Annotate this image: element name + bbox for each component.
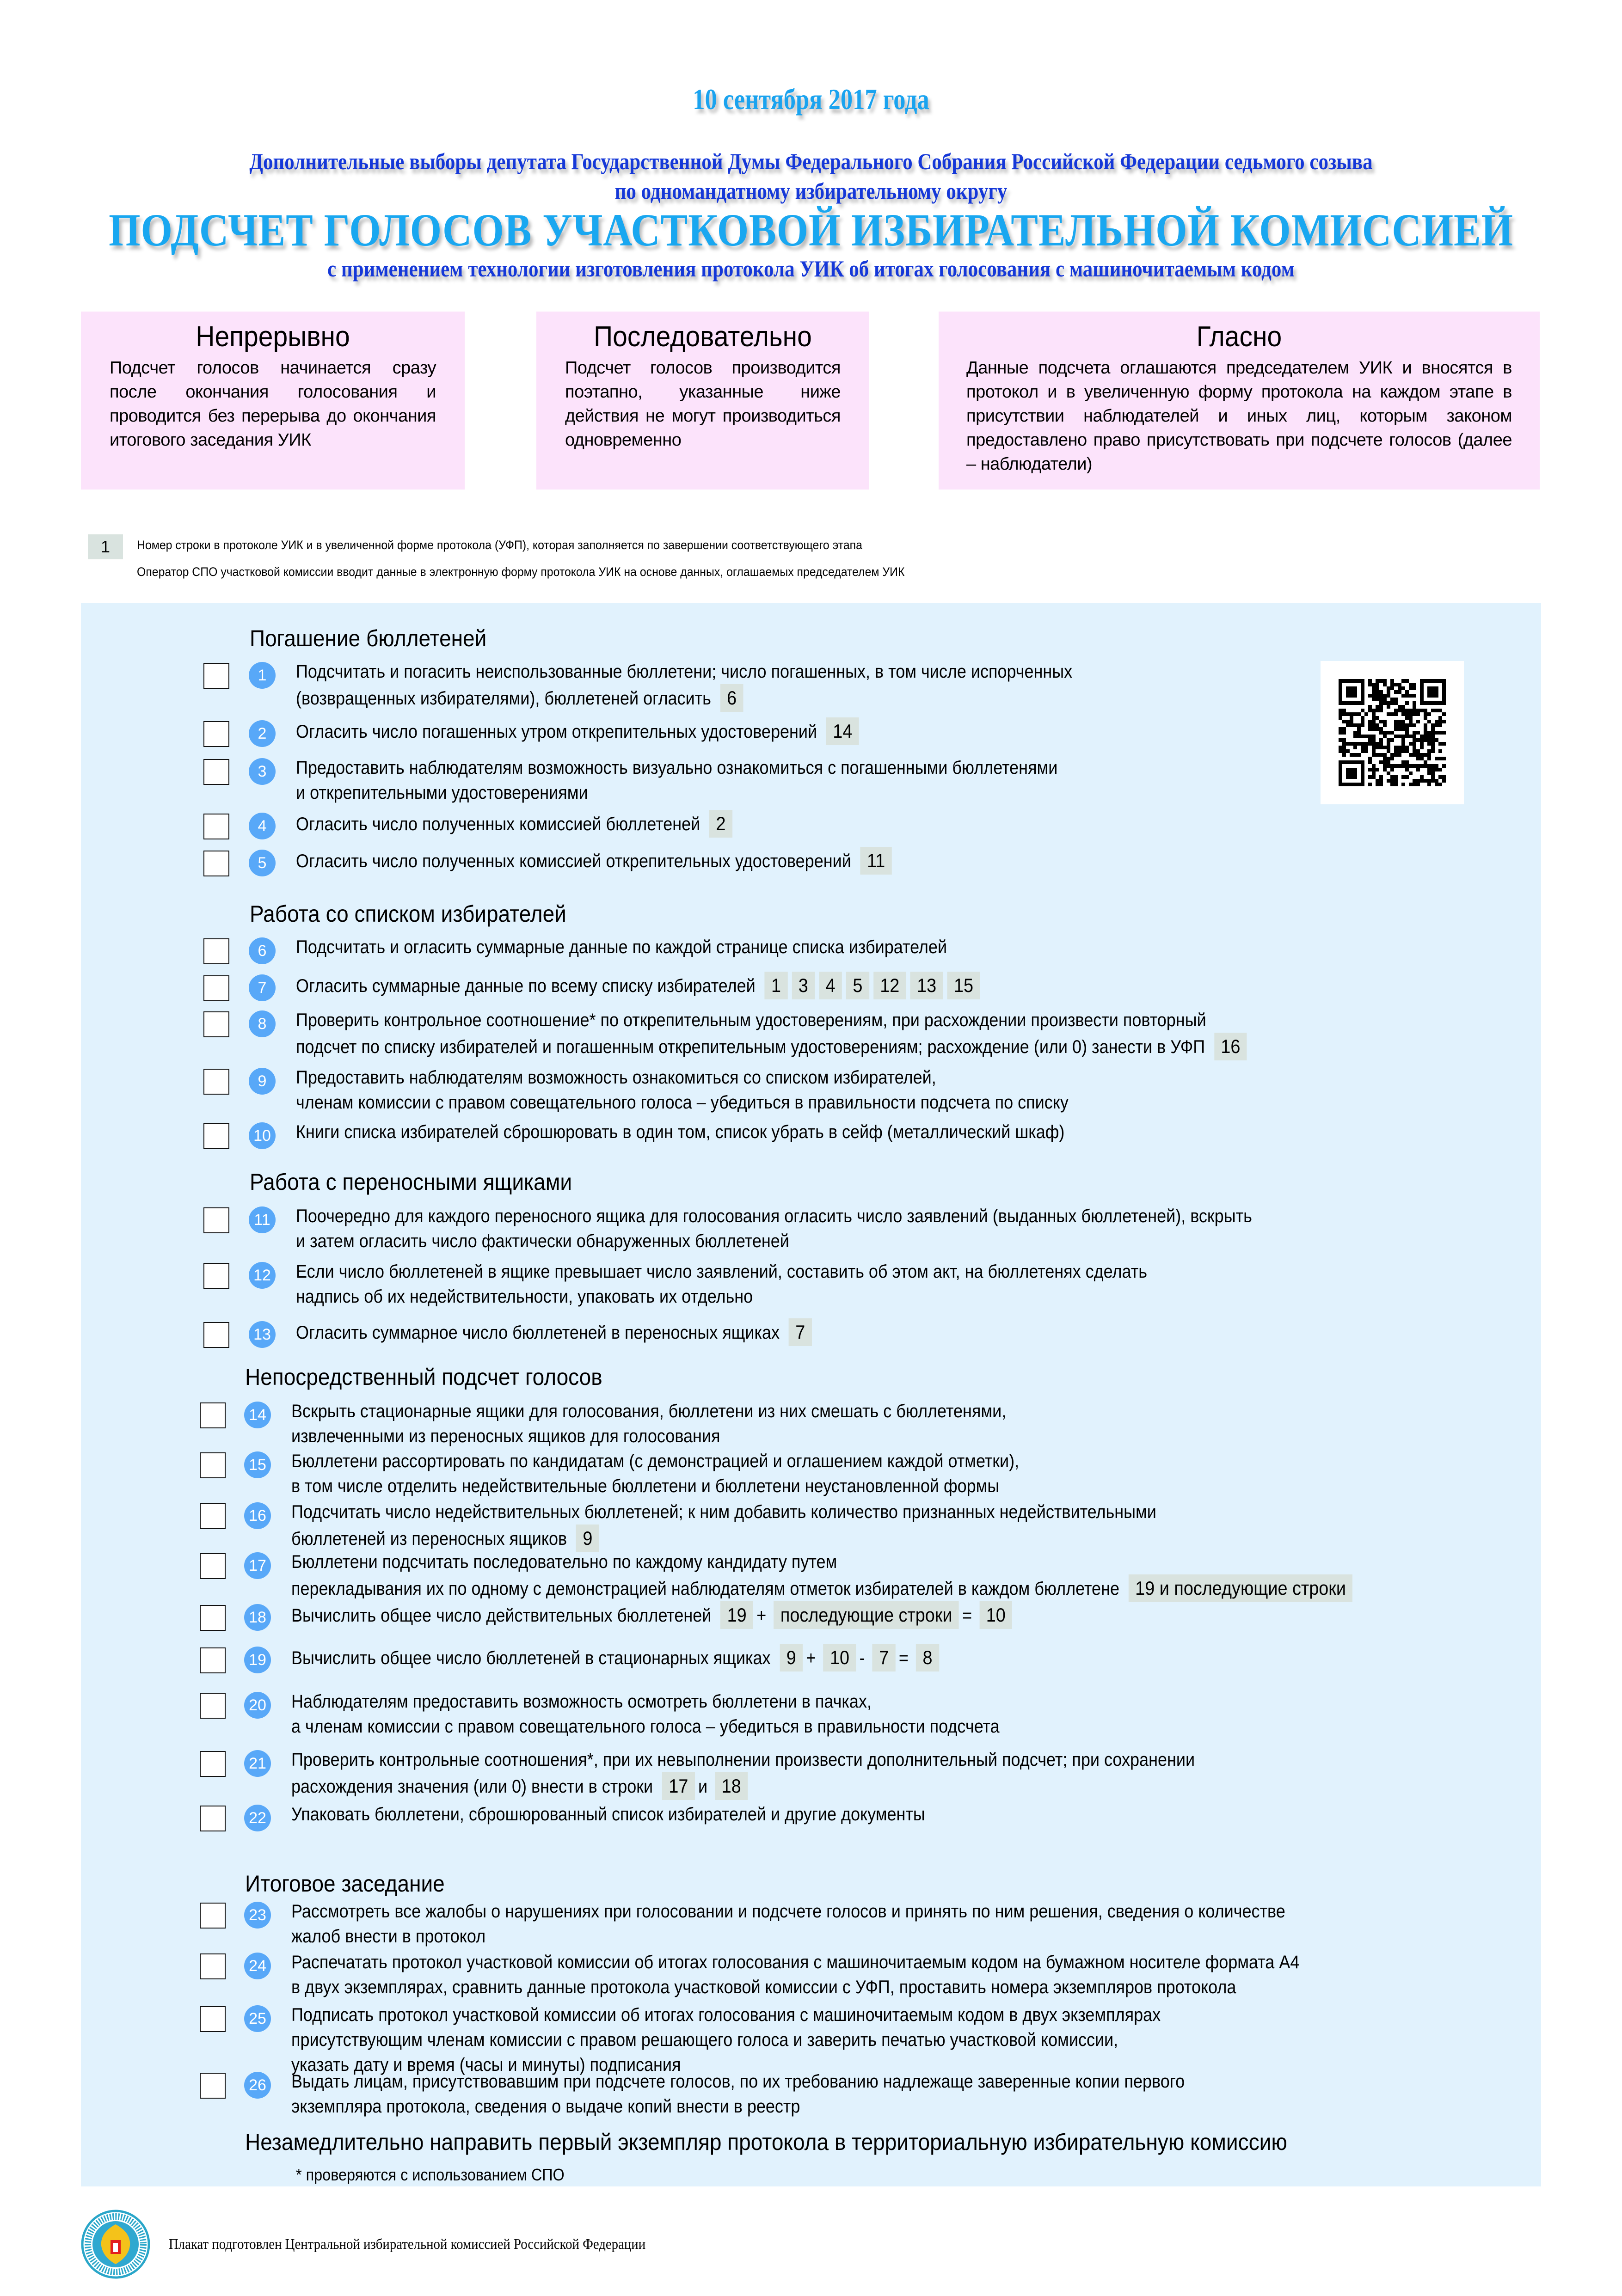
step-checkbox[interactable] (203, 851, 229, 876)
step-checkbox[interactable] (200, 1605, 226, 1631)
step-text-content: Огласить суммарное число бюллетеней в переносных ящиках (296, 1322, 780, 1343)
step-text (291, 2002, 1161, 2077)
counting-steps-panel (81, 603, 1541, 2186)
step-number-badge: 22 (244, 1805, 271, 1831)
protocol-line-value: 3 (792, 972, 815, 999)
step-text (296, 972, 980, 999)
step-text-content: в двух экземплярах, сравнить данные протокола участковой комиссии с УФП, проставить номера экземпляров протокола (291, 1977, 1236, 1997)
step-text-content: Огласить число полученных комиссией открепительных удостоверений (296, 851, 851, 871)
step-text-line (291, 1714, 1000, 1739)
step-text (296, 935, 947, 960)
step-text-content: Бюллетени рассортировать по кандидатам (с демонстрацией и оглашением каждой отметки), (291, 1451, 1020, 1471)
step-text-content: перекладывания их по одному с демонстрацией наблюдателям отметок избирателей в каждом бюллетене (291, 1579, 1119, 1599)
step-number-badge: 18 (244, 1604, 271, 1631)
step-checkbox[interactable] (203, 1123, 229, 1149)
step-text-line (291, 1424, 1006, 1449)
step-text-content: извлеченными из переносных ящиков для голосования (291, 1426, 720, 1446)
protocol-line-value: 16 (1214, 1033, 1247, 1060)
step-text-content: Подсчитать число недействительных бюллетеней; к ним добавить количество признанных недействительными (291, 1502, 1156, 1522)
step-text-line (291, 1747, 1195, 1772)
protocol-line-value: 8 (916, 1644, 939, 1671)
protocol-line-value: 12 (873, 972, 906, 999)
step-text (296, 1120, 1064, 1145)
protocol-line-value: 19 и последующие строки (1129, 1574, 1353, 1602)
technology-subtitle: с применением технологии изготовления протокола УИК об итогах голосования с машиночитаемым кодом (327, 256, 1295, 282)
protocol-line-value: 14 (826, 717, 859, 745)
step-checkbox[interactable] (200, 1553, 226, 1579)
step-text-line (291, 1449, 1019, 1474)
step-number-badge: 6 (249, 937, 276, 964)
step-checkbox[interactable] (203, 759, 229, 785)
step-text-line (296, 755, 1057, 780)
step-number-badge: 14 (244, 1402, 271, 1428)
principle-sequential (536, 312, 869, 490)
protocol-line-value: 9 (576, 1525, 599, 1552)
step-text-line (291, 2027, 1161, 2052)
election-district: по одномандатному избирательному округу (614, 178, 1008, 204)
step-text (296, 1204, 1252, 1254)
step-number-badge: 10 (249, 1122, 276, 1149)
closing-instruction: Незамедлительно направить первый экземпляр протокола в территориальную избирательную комиссию (245, 2129, 1287, 2155)
protocol-line-value: 10 (979, 1601, 1012, 1629)
step-checkbox[interactable] (200, 1751, 226, 1777)
protocol-line-value: 11 (860, 847, 892, 875)
step-checkbox[interactable] (203, 1069, 229, 1095)
step-text-line (291, 2069, 1185, 2094)
protocol-line-value: 10 (823, 1644, 856, 1671)
page-title: ПОДСЧЕТ ГОЛОСОВ УЧАСТКОВОЙ ИЗБИРАТЕЛЬНОЙ КОМИССИЕЙ (109, 204, 1513, 256)
formula-operator: - (859, 1648, 865, 1668)
step-text (296, 1318, 812, 1346)
step-number-badge: 21 (244, 1750, 271, 1777)
step-text-content: Предоставить наблюдателям возможность ознакомиться со списком избирателей, (296, 1067, 936, 1088)
protocol-line-value: 13 (910, 972, 943, 999)
step-checkbox[interactable] (203, 663, 229, 689)
step-text-content: Рассмотреть все жалобы о нарушениях при голосовании и подсчете голосов и принять по ним решения, сведения о количестве (291, 1901, 1285, 1922)
step-text-content: Подсчитать и погасить неиспользованные бюллетени; число погашенных, в том числе испорченных (296, 661, 1073, 682)
step-text-line (291, 1802, 925, 1827)
step-text-line (296, 1259, 1147, 1284)
cec-emblem-icon (81, 2210, 150, 2279)
step-text-line (296, 1090, 1069, 1115)
step-text-line (296, 1065, 1069, 1090)
step-text (291, 1500, 1156, 1552)
step-number-badge: 19 (244, 1647, 271, 1673)
step-text-content: Предоставить наблюдателям возможность визуально ознакомиться с погашенными бюллетенями (296, 758, 1058, 778)
step-text-content: Бюллетени подсчитать последовательно по каждому кандидату путем (291, 1552, 837, 1572)
step-text-content: Огласить число погашенных утром открепительных удостоверений (296, 722, 817, 742)
step-text-content: (возвращенных избирателями), бюллетеней огласить (296, 688, 711, 709)
step-text-content: подсчет по списку избирателей и погашенным открепительным удостоверениям; расхождение (или 0) занести в УФП (296, 1037, 1205, 1057)
step-text-line (296, 1008, 1247, 1033)
legend-operator-text: Оператор СПО участковой комиссии вводит данные в электронную форму протокола УИК на основе данных, оглашаемых председателем УИК (137, 565, 905, 579)
election-subtitle: Дополнительные выборы депутата Государственной Думы Федерального Собрания Российской Федерации седьмого созыва (249, 148, 1373, 174)
step-text (291, 1644, 939, 1671)
step-checkbox[interactable] (200, 2006, 226, 2032)
step-text-content: Подсчитать и огласить суммарные данные по каждой странице списка избирателей (296, 937, 947, 957)
step-number-badge: 1 (249, 662, 276, 689)
step-checkbox[interactable] (203, 721, 229, 747)
step-text-content: присутствующим членам комиссии с правом решающего голоса и заверить печатью участковой комиссии, (291, 2030, 1118, 2050)
step-text-line (296, 684, 1072, 712)
poster-credit: Плакат подготовлен Центральной избирательной комиссией Российской Федерации (169, 2235, 646, 2252)
step-text-line (296, 780, 1057, 805)
step-text-line (291, 1924, 1285, 1949)
step-text (291, 1950, 1299, 2000)
step-text (291, 1747, 1195, 1800)
step-text-content: Вычислить общее число действительных бюллетеней (291, 1605, 712, 1626)
protocol-line-value: 2 (709, 810, 732, 838)
principle-continuous (81, 312, 465, 490)
step-text-content: Вычислить общее число бюллетеней в стационарных ящиках (291, 1648, 771, 1668)
step-checkbox[interactable] (203, 1263, 229, 1289)
step-text-line (291, 1525, 1156, 1552)
step-text-content: в том числе отделить недействительные бюллетени и бюллетени неустановленной формы (291, 1476, 1000, 1496)
section-title: Погашение бюллетеней (250, 625, 487, 651)
step-text-content: Огласить суммарные данные по всему списку избирателей (296, 976, 756, 996)
step-text-line (296, 972, 980, 999)
step-text-line (296, 1204, 1252, 1229)
step-text-line (296, 1284, 1147, 1309)
step-text-content: жалоб внести в протокол (291, 1926, 486, 1947)
step-text (296, 755, 1057, 805)
principle-title: Непрерывно (196, 321, 350, 353)
step-text-content: Книги списка избирателей сброшюровать в один том, список убрать в сейф (металлический шкаф) (296, 1122, 1065, 1142)
step-text (296, 810, 732, 838)
step-text-line (291, 1689, 1000, 1714)
step-checkbox[interactable] (200, 1693, 226, 1719)
step-number-badge: 4 (249, 813, 276, 839)
step-text-line (296, 847, 892, 875)
step-text-content: указать дату и время (часы и минуты) подписания (291, 2055, 681, 2075)
step-text-line (296, 717, 859, 745)
step-text-line (291, 2094, 1185, 2119)
step-number-badge: 12 (249, 1262, 276, 1289)
step-checkbox[interactable] (200, 1903, 226, 1929)
protocol-line-value: 18 (715, 1772, 748, 1800)
step-checkbox[interactable] (200, 1503, 226, 1529)
step-text (296, 1008, 1247, 1060)
step-text-line (296, 1229, 1252, 1254)
step-text-content: Поочередно для каждого переносного ящика для голосования огласить число заявлений (выданных бюллетеней), вскрыть (296, 1206, 1252, 1226)
step-text (291, 1449, 1019, 1499)
step-number-badge: 23 (244, 1902, 271, 1929)
step-number-badge: 3 (249, 758, 276, 785)
step-text-content: Распечатать протокол участковой комиссии об итогах голосования с машиночитаемым кодом на бумажном носителе формата А4 (291, 1952, 1300, 1972)
step-number-badge: 5 (249, 850, 276, 876)
qr-code-icon (1321, 661, 1464, 804)
step-text-content: и затем огласить число фактически обнаруженных бюллетеней (296, 1231, 789, 1251)
principle-title: Гласно (1196, 321, 1282, 353)
step-text-content: а членам комиссии с правом совещательного голоса – убедиться в правильности подсчета (291, 1716, 1000, 1737)
step-number-badge: 8 (249, 1010, 276, 1037)
section-title: Работа с переносными ящиками (250, 1169, 572, 1195)
section-title: Работа со списком избирателей (250, 901, 566, 927)
step-text-line (291, 1574, 1352, 1602)
step-text-content: Проверить контрольные соотношения*, при их невыполнении произвести дополнительный подсчет; при сохранении (291, 1750, 1195, 1770)
step-number-badge: 15 (244, 1451, 271, 1478)
step-text-content: Выдать лицам, присутствовавшим при подсчете голосов, по их требованию надлежаще заверенные копии первого (291, 2071, 1185, 2092)
step-text-line (291, 1601, 1012, 1629)
principle-title: Последовательно (594, 321, 812, 353)
step-text (291, 1399, 1006, 1449)
step-text (296, 717, 859, 745)
formula-operator: = (898, 1648, 909, 1668)
step-checkbox[interactable] (200, 1402, 226, 1428)
protocol-line-value: 6 (720, 684, 743, 712)
protocol-line-value: 5 (846, 972, 869, 999)
step-text-line (291, 1399, 1006, 1424)
step-number-badge: 16 (244, 1502, 271, 1529)
step-text-line (291, 1474, 1019, 1499)
formula-operator: + (806, 1648, 816, 1668)
protocol-line-value: 4 (819, 972, 842, 999)
step-text-line (296, 1318, 812, 1346)
step-number-badge: 24 (244, 1953, 271, 1979)
step-text-content: бюллетеней из переносных ящиков (291, 1529, 567, 1549)
step-text-content: Проверить контрольное соотношение* по открепительным удостоверениям, при расхождении произвести повторный (296, 1010, 1206, 1030)
step-text-content: Наблюдателям предоставить возможность осмотреть бюллетени в пачках, (291, 1691, 872, 1712)
step-text-line (291, 1950, 1299, 1975)
step-checkbox[interactable] (200, 2073, 226, 2099)
step-text (296, 1259, 1147, 1309)
protocol-line-value: 1 (765, 972, 788, 999)
step-text-line (291, 1500, 1156, 1525)
principle-text: Подсчет голосов начинается сразу после окончания голосования и проводится без перерыва до окончания итогового заседания УИК (110, 358, 436, 450)
qr-code (1321, 661, 1464, 804)
step-text-line (296, 659, 1072, 684)
principle-public (939, 312, 1540, 490)
protocol-line-value: последующие строки (774, 1601, 958, 1629)
protocol-line-value: 17 (662, 1772, 695, 1800)
step-text-content: Если число бюллетеней в ящике превышает число заявлений, составить об этом акт, на бюллетенях сделать (296, 1261, 1147, 1282)
step-text (296, 659, 1072, 712)
step-text (296, 1065, 1069, 1115)
step-checkbox[interactable] (203, 1322, 229, 1348)
footnote: * проверяются с использованием СПО (296, 2165, 565, 2184)
step-text (296, 847, 892, 875)
step-text-content: членам комиссии с правом совещательного голоса – убедиться в правильности подсчета по списку (296, 1092, 1069, 1113)
step-text (291, 1802, 925, 1827)
step-text (291, 2069, 1185, 2119)
step-text-content: Упаковать бюллетени, сброшюрованный список избирателей и другие документы (291, 1804, 925, 1825)
poster-date: 10 сентября 2017 года (693, 83, 929, 116)
step-text-line (291, 1549, 1352, 1574)
protocol-line-value: 19 (720, 1601, 753, 1629)
section-title: Непосредственный подсчет голосов (245, 1364, 602, 1390)
section-title: Итоговое заседание (245, 1871, 445, 1897)
step-number-badge: 25 (244, 2005, 271, 2032)
step-text-line (296, 1033, 1247, 1060)
step-text-line (296, 1120, 1064, 1145)
step-text-line (291, 1975, 1299, 2000)
step-text-content: надпись об их недействительности, упаковать их отдельно (296, 1286, 753, 1307)
step-text (291, 1601, 1012, 1629)
step-number-badge: 2 (249, 720, 276, 747)
principle-text: Подсчет голосов производится поэтапно, указанные ниже действия не могут производиться одновременно (565, 358, 841, 450)
step-number-badge: 11 (249, 1206, 276, 1233)
formula-operator: = (962, 1605, 972, 1626)
principle-text: Данные подсчета оглашаются председателем УИК и вносятся в протокол и в увеличенную форму протокола на каждом этапе в присутствии наблюдателей и иных лиц, которым законом предоставлено право присутствовать при подсчете голосов (далее – наблюдатели) (966, 358, 1512, 474)
formula-operator: + (756, 1605, 767, 1626)
step-number-badge: 13 (249, 1321, 276, 1348)
step-checkbox[interactable] (203, 975, 229, 1001)
step-text (291, 1689, 1000, 1739)
protocol-line-value: 7 (789, 1318, 812, 1346)
step-text-content: экземпляра протокола, сведения о выдаче копий внести в реестр (291, 2096, 800, 2117)
legend-line-number-text: Номер строки в протоколе УИК и в увеличенной форме протокола (УФП), которая заполняется по завершении соответствующего этапа (137, 538, 862, 552)
step-text-content: расхождения значения (или 0) внести в строки (291, 1776, 653, 1797)
step-text-line (296, 810, 732, 838)
formula-operator: и (698, 1776, 708, 1797)
step-checkbox[interactable] (203, 814, 229, 839)
step-checkbox[interactable] (203, 1207, 229, 1233)
step-text (291, 1549, 1352, 1602)
step-text-line (291, 1772, 1195, 1800)
step-text-line (291, 1644, 939, 1671)
protocol-line-value: 9 (780, 1644, 803, 1671)
step-number-badge: 26 (244, 2072, 271, 2099)
step-number-badge: 17 (244, 1552, 271, 1579)
step-text-line (291, 2002, 1161, 2027)
step-number-badge: 20 (244, 1692, 271, 1719)
protocol-line-value: 7 (872, 1644, 896, 1671)
step-checkbox[interactable] (200, 1806, 226, 1831)
step-text (291, 1899, 1285, 1949)
step-text-content: и открепительными удостоверениями (296, 783, 588, 803)
step-text-content: Подписать протокол участковой комиссии об итогах голосования с машиночитаемым кодом в двух экземплярах (291, 2005, 1161, 2025)
legend-line-number-badge: 1 (88, 534, 123, 559)
step-checkbox[interactable] (200, 1953, 226, 1979)
step-number-badge: 7 (249, 974, 276, 1001)
step-text-content: Огласить число полученных комиссией бюллетеней (296, 814, 700, 834)
protocol-line-value: 15 (947, 972, 980, 999)
step-text-content: Вскрыть стационарные ящики для голосования, бюллетени из них смешать с бюллетенями, (291, 1401, 1007, 1421)
step-text-line (291, 1899, 1285, 1924)
step-checkbox[interactable] (200, 1452, 226, 1478)
step-number-badge: 9 (249, 1068, 276, 1095)
step-checkbox[interactable] (200, 1647, 226, 1673)
step-checkbox[interactable] (203, 938, 229, 964)
step-checkbox[interactable] (203, 1011, 229, 1037)
step-text-line (296, 935, 947, 960)
